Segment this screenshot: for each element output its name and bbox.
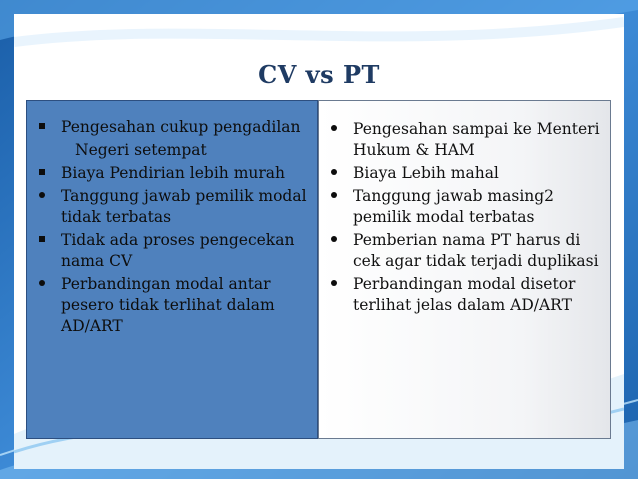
list-item: Tanggung jawab pemilik modal tidak terbatas — [35, 186, 309, 228]
slide-title: CV vs PT — [258, 60, 380, 89]
list-item: Biaya Pendirian lebih murah — [35, 163, 309, 184]
list-item: Tidak ada proses pengecekan nama CV — [35, 230, 309, 272]
list-item: Pengesahan cukup pengadilan — [35, 117, 309, 138]
list-item: Negeri setempat — [75, 141, 207, 159]
list-item: Pengesahan sampai ke Menteri Hukum & HAM — [327, 119, 602, 161]
round-bullet-icon — [329, 163, 349, 184]
round-bullet-icon — [329, 186, 349, 207]
square-bullet-icon — [37, 163, 57, 184]
round-bullet-icon — [37, 186, 57, 207]
list-item: Tanggung jawab masing2 pemilik modal terbatas — [327, 186, 602, 228]
round-bullet-icon — [37, 274, 57, 295]
list-item: Pemberian nama PT harus di cek agar tidak terjadi duplikasi — [327, 230, 602, 272]
list-item: Biaya Lebih mahal — [327, 163, 602, 184]
list-item: Perbandingan modal antar pesero tidak terlihat dalam AD/ART — [35, 274, 309, 337]
list-item: Perbandingan modal disetor terlihat jelas dalam AD/ART — [327, 274, 602, 316]
round-bullet-icon — [329, 230, 349, 251]
round-bullet-icon — [329, 274, 349, 295]
cv-column — [26, 100, 318, 439]
round-bullet-icon — [329, 119, 349, 140]
square-bullet-icon — [37, 117, 57, 138]
pt-column — [318, 100, 611, 439]
square-bullet-icon — [37, 230, 57, 251]
